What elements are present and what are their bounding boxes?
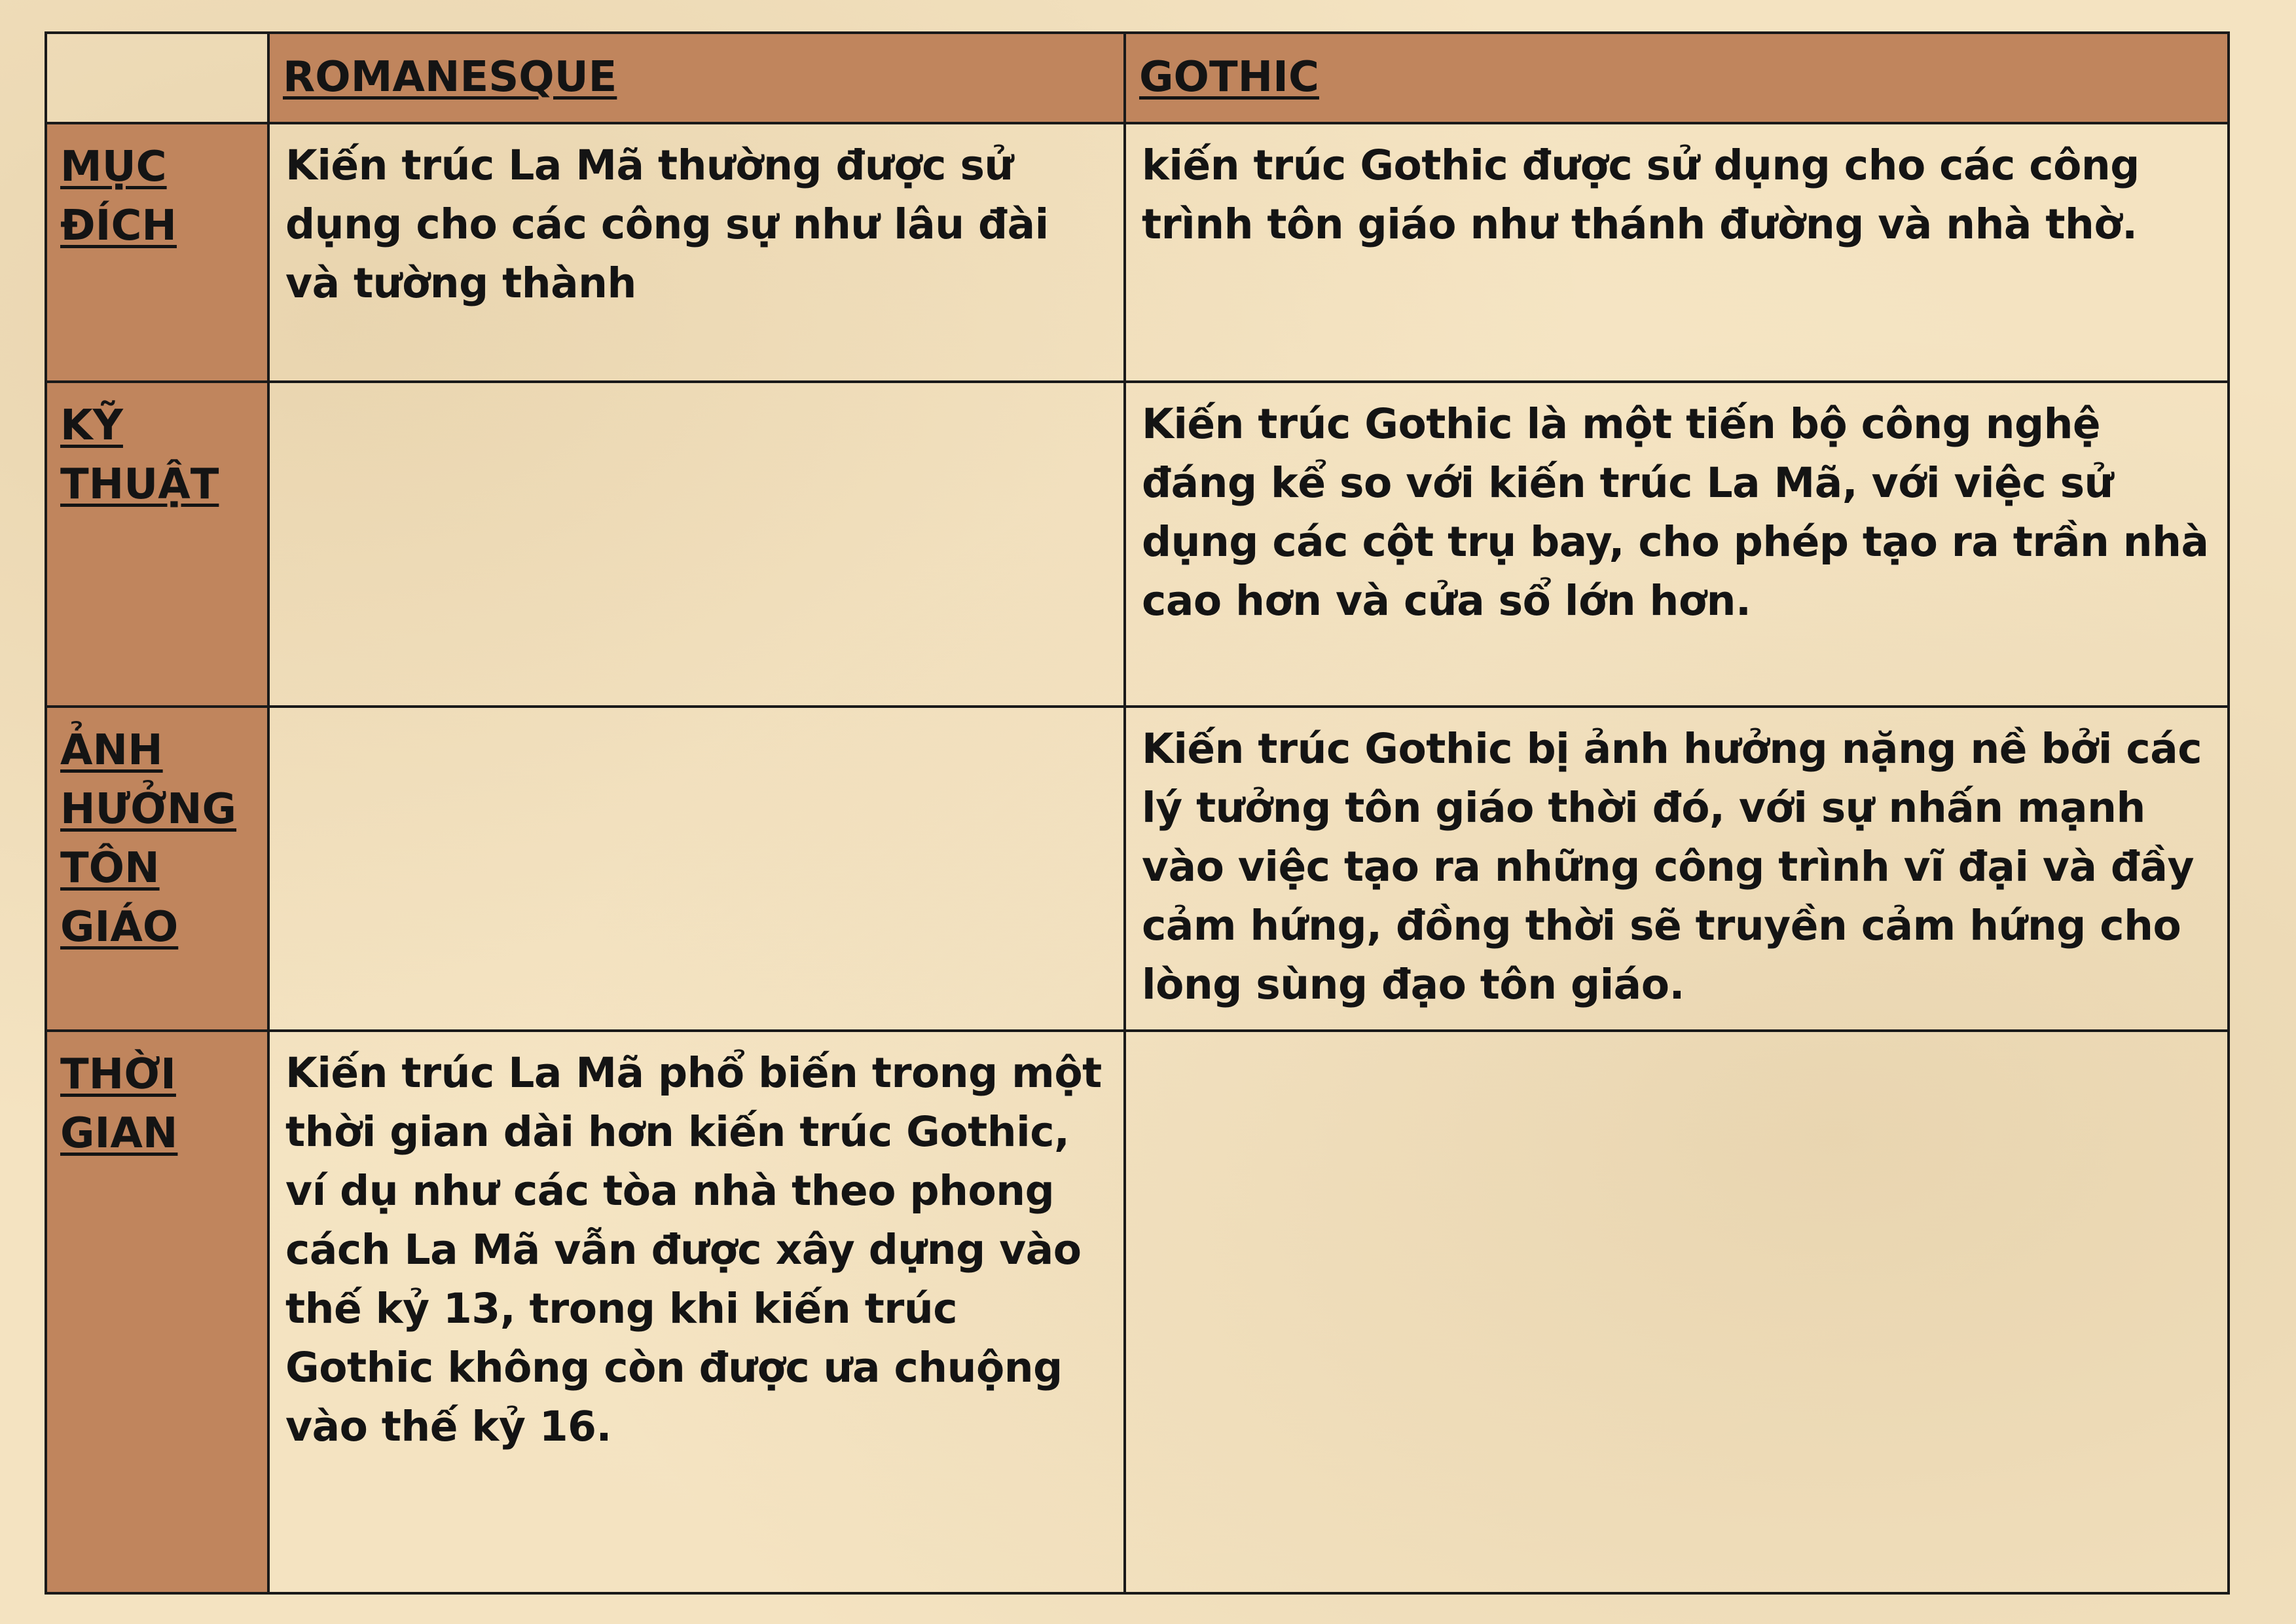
row-label-technique bbox=[46, 382, 268, 707]
column-header-gothic bbox=[1125, 33, 2229, 123]
comparison-table bbox=[45, 31, 2230, 1595]
cell-text: Kiến trúc La Mã thường được sử dụng cho các công sự như lâu đài và tường thành bbox=[285, 141, 1049, 307]
cell-gothic-purpose bbox=[1125, 123, 2229, 382]
cell-text: Kiến trúc Gothic bị ảnh hưởng nặng nề bởi các lý tưởng tôn giáo thời đó, với sự nhấn mạnh vào việc tạo ra những công trình vĩ đại và đầy cảm hứng, đồng thời sẽ truyền cảm hứng cho lòng sùng đạo tôn giáo. bbox=[1142, 725, 2202, 1008]
cell-text: kiến trúc Gothic được sử dụng cho các công trình tôn giáo như thánh đường và nhà thờ. bbox=[1142, 141, 2140, 248]
cell-text: Kiến trúc La Mã phổ biến trong một thời gian dài hơn kiến trúc Gothic, ví dụ như các tòa nhà theo phong cách La Mã vẫn được xây dựng vào thế kỷ 13, trong khi kiến trúc Gothic không còn được ưa chuộng vào thế kỷ 16. bbox=[285, 1049, 1102, 1450]
table-row-purpose bbox=[46, 123, 2229, 382]
row-label-text: MỤC ĐÍCH bbox=[60, 143, 177, 250]
column-header-romanesque bbox=[268, 33, 1125, 123]
cell-gothic-time bbox=[1125, 1031, 2229, 1593]
cell-text: Kiến trúc Gothic là một tiến bộ công nghệ đáng kể so với kiến trúc La Mã, với việc sử dụng các cột trụ bay, cho phép tạo ra trần nhà cao hơn và cửa sổ lớn hơn. bbox=[1142, 400, 2209, 625]
corner-cell bbox=[46, 33, 268, 123]
row-label-text: THỜI GIAN bbox=[60, 1050, 178, 1158]
column-header-romanesque-text: ROMANESQUE bbox=[283, 53, 617, 101]
cell-romanesque-religious-influence bbox=[268, 707, 1125, 1031]
column-header-gothic-text: GOTHIC bbox=[1139, 53, 1319, 101]
cell-romanesque-time bbox=[268, 1031, 1125, 1593]
cell-gothic-religious-influence bbox=[1125, 707, 2229, 1031]
table-row-time bbox=[46, 1031, 2229, 1593]
row-label-text: ẢNH HƯỞNG TÔN GIÁO bbox=[60, 726, 237, 951]
row-label-time bbox=[46, 1031, 268, 1593]
cell-gothic-technique bbox=[1125, 382, 2229, 707]
cell-text bbox=[1126, 1032, 2227, 1044]
cell-romanesque-purpose bbox=[268, 123, 1125, 382]
cell-text bbox=[270, 708, 1123, 720]
header-row bbox=[46, 33, 2229, 123]
comparison-sheet bbox=[45, 31, 2227, 1592]
row-label-religious-influence bbox=[46, 707, 268, 1031]
row-label-purpose bbox=[46, 123, 268, 382]
cell-text bbox=[270, 383, 1123, 395]
table-row-religious-influence bbox=[46, 707, 2229, 1031]
row-label-text: KỸ THUẬT bbox=[60, 401, 219, 509]
cell-romanesque-technique bbox=[268, 382, 1125, 707]
corner-label bbox=[47, 34, 267, 52]
table-row-technique bbox=[46, 382, 2229, 707]
